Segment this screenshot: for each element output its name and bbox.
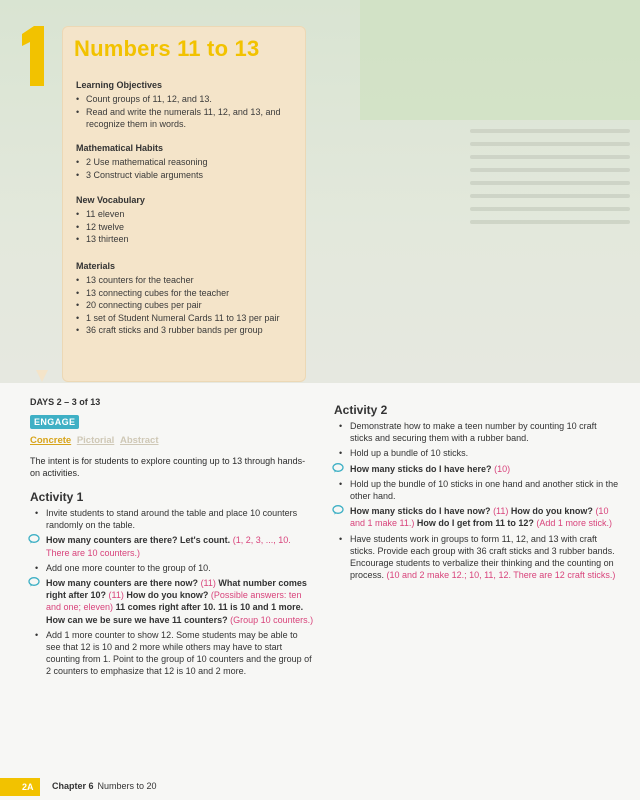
question-text: How many sticks do I have now? — [350, 506, 491, 517]
lesson-title: Numbers 11 to 13 — [74, 36, 260, 61]
list-item: • 13 counters for the teacher — [76, 274, 279, 287]
intro-text: The intent is for students to explore counting up to 13 through hands-on activities. — [30, 456, 306, 479]
engage-badge: ENGAGE — [30, 415, 79, 429]
answer-text: (Add 1 more stick.) — [536, 518, 612, 529]
list-item: • Demonstrate how to make a teen number by counting 10 craft sticks and securing them with a rubber band. — [334, 420, 620, 444]
list-item — [334, 533, 620, 582]
speech-bubble-icon — [28, 534, 40, 544]
list-item: • Hold up the bundle of 10 sticks in one hand and another stick in the other hand. — [334, 478, 620, 502]
section-heading: Materials — [76, 261, 116, 271]
list-item: • 3 Construct viable arguments — [76, 169, 208, 182]
mathematical-habits — [76, 143, 208, 181]
answer-text: (10 and 1 make 11.) — [350, 506, 609, 529]
speech-bubble-icon — [332, 463, 344, 473]
list-item: • 1 set of Student Numeral Cards 11 to 13 per pair — [76, 312, 279, 325]
answer-text: (10) — [494, 463, 511, 474]
new-vocabulary — [76, 195, 145, 246]
question-text: 11 comes right after 10. 11 is 10 and 1 more. How can we be sure we have 11 counters? — [46, 602, 304, 625]
list-item: • 20 connecting cubes per pair — [76, 299, 279, 312]
chapter-title: Numbers to 20 — [97, 781, 157, 791]
learning-objectives — [76, 80, 300, 131]
list-item-text: Have students work in groups to form 11, 12, and 13 with craft sticks. Provide each group with 36 craft sticks and 3 rubber bands. Encourage students to verbalize their thinking and the counting on process. — [350, 533, 615, 581]
answer-text: (10 and 2 make 12.; 10, 11, 12. There are 12 craft sticks.) — [386, 570, 616, 581]
page-number: 2A — [0, 778, 40, 796]
speech-bubble-icon — [332, 505, 344, 515]
list-item: • 2 Use mathematical reasoning — [76, 156, 208, 169]
section-heading: New Vocabulary — [76, 195, 145, 205]
list-item: • Count groups of 11, 12, and 13. — [76, 93, 300, 106]
answer-text: (Possible answers: ten and one; eleven) — [46, 590, 302, 613]
answer-text: (Group 10 counters.) — [230, 614, 314, 625]
section-heading: Mathematical Habits — [76, 143, 164, 153]
concrete-label: Concrete — [30, 435, 72, 446]
question-text: How do I get from 11 to 12? — [416, 518, 534, 529]
list-item: • Add 1 more counter to show 12. Some students may be able to see that 12 is 10 and 2 more while others may have to start counting from 1. Point to the group of 10 counters and the group of 2 counters to emphasize that 12 is 10 and 2 more. — [30, 629, 314, 678]
list-item: • 36 craft sticks and 3 rubber bands per group — [76, 324, 279, 337]
list-item: • Add one more counter to the group of 10. — [30, 562, 314, 574]
question-text: How many sticks do I have here? — [350, 463, 492, 474]
list-item: • 13 thirteen — [76, 233, 145, 246]
activity2-list — [334, 420, 620, 584]
question-text: How do you know? — [510, 506, 593, 517]
question-item — [30, 577, 314, 626]
materials — [76, 261, 279, 337]
answer-text: (11) — [108, 590, 124, 601]
answer-text: (1, 2, 3, ..., 10. There are 10 counters.) — [46, 535, 291, 558]
background-shape — [360, 0, 640, 120]
background-lines — [470, 120, 630, 233]
answer-text: (11) — [200, 578, 216, 589]
question-text: What number comes right after 10? — [46, 578, 307, 601]
list-item: • 11 eleven — [76, 208, 145, 221]
question-item — [334, 463, 620, 475]
activity1-title: Activity 1 — [30, 490, 84, 504]
activity1-list — [30, 507, 314, 681]
list-item: • Hold up a bundle of 10 sticks. — [334, 447, 620, 459]
speech-bubble-icon — [28, 577, 40, 587]
chapter-label: Chapter 6 — [52, 781, 94, 791]
section-heading: Learning Objectives — [76, 80, 163, 90]
days-label: DAYS 2 – 3 of 13 — [30, 397, 101, 407]
list-item: • 12 twelve — [76, 221, 145, 234]
card-pointer — [36, 370, 48, 382]
list-item: • Invite students to stand around the table and place 10 counters randomly on the table. — [30, 507, 314, 531]
question-item — [334, 505, 620, 529]
footer-chapter — [52, 781, 157, 791]
cpa-tabs — [30, 435, 159, 446]
abstract-label: Abstract — [119, 435, 159, 446]
lesson-number-graphic — [14, 24, 50, 88]
list-item: • Read and write the numerals 11, 12, and 13, and recognize them in words. — [76, 106, 300, 131]
activity2-title: Activity 2 — [334, 403, 388, 417]
question-text: How many counters are there? Let's count. — [46, 535, 231, 546]
answer-text: (11) — [493, 506, 509, 517]
question-text: How many counters are there now? — [46, 578, 199, 589]
question-text: How do you know? — [126, 590, 209, 601]
question-item — [30, 534, 314, 558]
pictorial-label: Pictorial — [76, 435, 115, 446]
list-item: • 13 connecting cubes for the teacher — [76, 287, 279, 300]
